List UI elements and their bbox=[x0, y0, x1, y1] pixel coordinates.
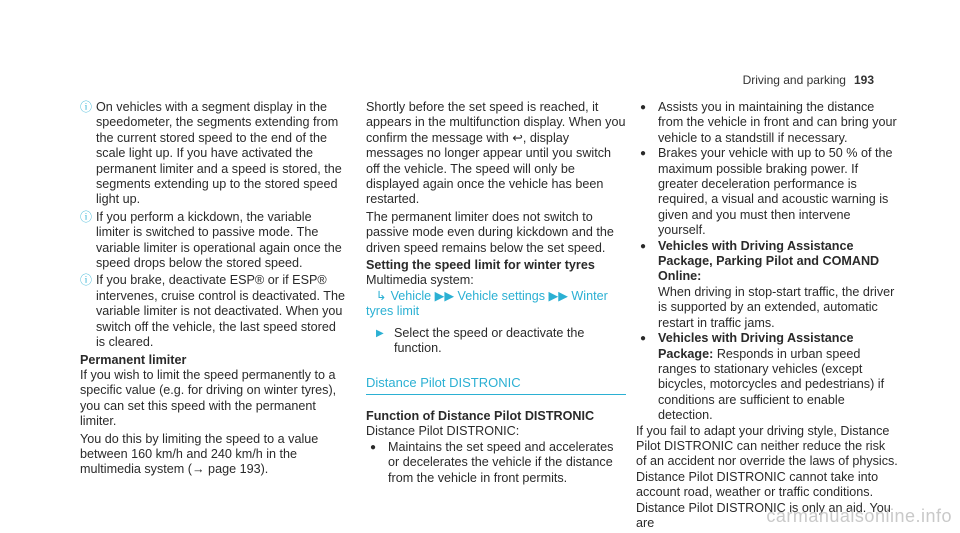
function-intro: Distance Pilot DISTRONIC: bbox=[366, 424, 520, 439]
list-item-text: Assists you in maintaining the distance from the vehicle in front and can bring your vehicle to a standstill if necessary. bbox=[658, 100, 897, 145]
list-item bbox=[366, 440, 626, 486]
menu-path[interactable] bbox=[366, 289, 626, 320]
paragraph: Shortly before the set speed is reached, it appears in the multifunction display. When you confirm the message with ↩, display messages no longer appear until you switch off the vehicle. The speed will only be displayed again once the vehicle has been restarted. bbox=[366, 100, 626, 207]
function-heading: Function of Distance Pilot DISTRONIC bbox=[366, 408, 595, 423]
winter-tyres-heading: Setting the speed limit for winter tyres bbox=[366, 258, 595, 273]
bullet-icon: ● bbox=[640, 240, 647, 252]
paragraph: If you wish to limit the speed permanently to a specific value (e.g. for driving on winter tyres), you can set this speed with the permanent limiter. bbox=[80, 367, 337, 429]
return-arrow-icon: ↳ bbox=[376, 288, 387, 303]
note-text: On vehicles with a segment display in the speedometer, the segments extending from the current stored speed to the end of the scale light up. If you have activated the permanent limiter and a speed is stored, the segments extending up to the stored speed light up. bbox=[96, 100, 342, 207]
system-label: Multimedia system: bbox=[366, 273, 474, 288]
list-item bbox=[636, 331, 898, 423]
distronic-section-title: Distance Pilot DISTRONIC bbox=[366, 375, 626, 395]
note-text: If you brake, deactivate ESP® or if ESP® intervenes, cruise control is deactivated. The variable limiter is not deactivated. When you switch off the vehicle, the last speed stored is cleared. bbox=[96, 273, 345, 350]
paragraph: The permanent limiter does not switch to passive mode even during kickdown and the driven speed remains below the set speed. bbox=[366, 209, 614, 255]
column-2 bbox=[366, 100, 626, 486]
column-1 bbox=[80, 100, 348, 480]
list-item-text: Maintains the set speed and accelerates or decelerates the vehicle if the distance from the vehicle in front permits. bbox=[388, 439, 614, 485]
list-item-text: Brakes your vehicle with up to 50 % of the maximum possible braking power. If greater deceleration performance is required, a visual and acoustic warning is given and you must then intervene yourself. bbox=[658, 146, 893, 238]
step-text: Select the speed or deactivate the function. bbox=[394, 325, 585, 356]
watermark: carmanualsonline.info bbox=[766, 506, 952, 526]
note bbox=[80, 100, 348, 208]
paragraph: You do this by limiting the speed to a value between 160 km/h and 240 km/h in the multimedia system (→ page 193). bbox=[80, 431, 319, 477]
instruction-step bbox=[376, 326, 626, 357]
list-item-body: When driving in stop-start traffic, the driver is supported by an extended, automatic restart in traffic jams. bbox=[658, 284, 895, 330]
list-item bbox=[636, 239, 898, 331]
list-item-text bbox=[658, 239, 898, 331]
list-item bbox=[636, 100, 898, 146]
note bbox=[80, 273, 348, 350]
page-header bbox=[743, 73, 874, 87]
info-icon: ⓘ bbox=[80, 209, 93, 224]
list-item-bold: Vehicles with Driving Assistance Package, Parking Pilot and COMAND Online: bbox=[658, 238, 880, 284]
section-title: Driving and parking bbox=[742, 73, 846, 87]
bullet-icon: ● bbox=[640, 148, 647, 160]
menu-path-text: Vehicle ▶▶ Vehicle settings ▶▶ Winter tyres limit bbox=[366, 288, 608, 319]
play-arrow-icon: ▶ bbox=[376, 327, 384, 339]
bullet-icon: ● bbox=[640, 333, 647, 345]
note-text: If you perform a kickdown, the variable limiter is switched to passive mode. The variable limiter is operational again once the speed drops below the stored speed. bbox=[96, 209, 342, 271]
list-item-body: Responds in urban speed ranges to stationary vehicles (except bicycles, motorcycles and pedestrians) if conditions are sufficient to enable detection. bbox=[658, 346, 885, 423]
list-item-text bbox=[658, 331, 898, 423]
list-item-bold: Vehicles with Driving Assistance Package: bbox=[658, 331, 854, 361]
page-number: 193 bbox=[853, 73, 874, 87]
permanent-limiter-heading: Permanent limiter bbox=[80, 352, 187, 367]
info-icon: ⓘ bbox=[80, 273, 93, 288]
list-item bbox=[636, 146, 898, 238]
bullet-icon: ● bbox=[370, 441, 377, 453]
note bbox=[80, 210, 348, 272]
paragraph: If you fail to adapt your driving style, Distance Pilot DISTRONIC can neither reduce the risk of an accident nor override the laws of physics. Distance Pilot DISTRONIC cannot take into account road, weather or traffic conditions. Distance Pilot DISTRONIC is only an aid. You are bbox=[636, 423, 898, 530]
info-icon: ⓘ bbox=[80, 100, 93, 114]
column-3 bbox=[636, 100, 898, 533]
bullet-icon: ● bbox=[640, 102, 647, 113]
